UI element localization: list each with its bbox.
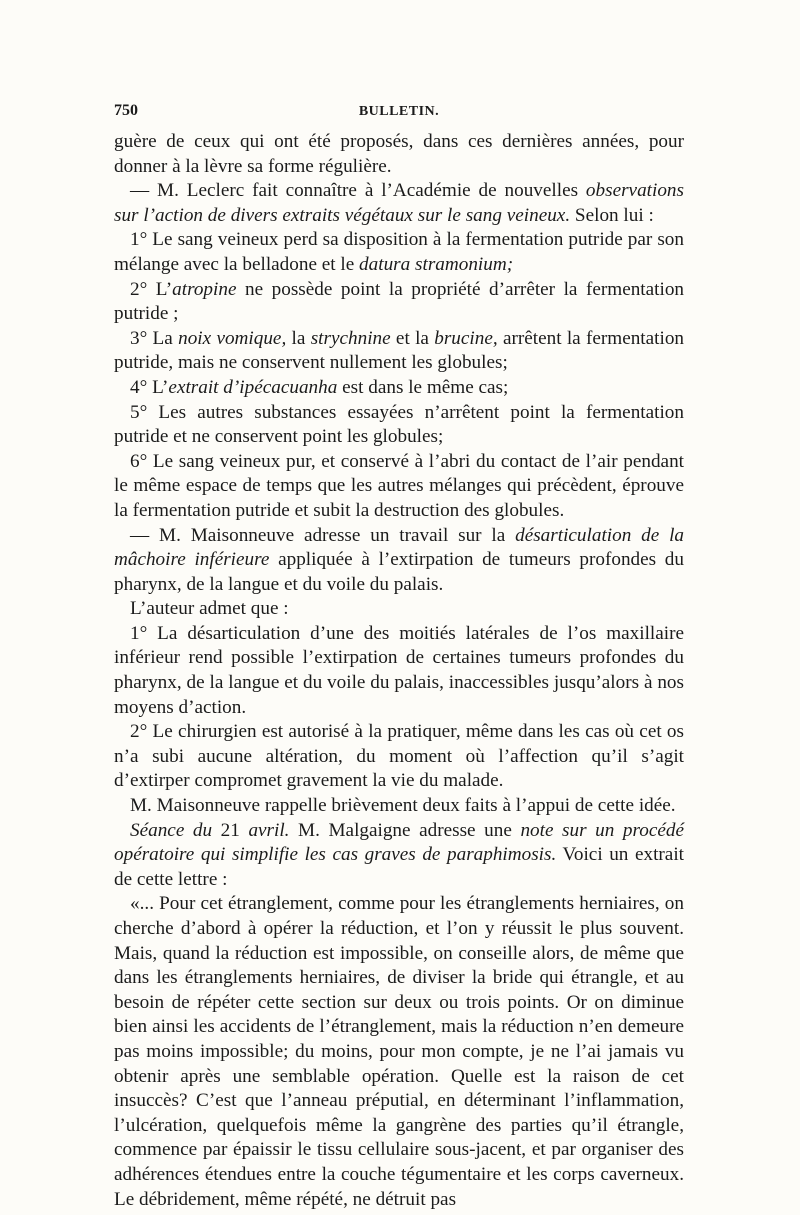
running-title: BULLETIN. — [358, 104, 440, 119]
text-run: 2° Le chirurgien est autorisé à la pratiquer, même dans les cas où cet os n’a subi aucune altération, du moment où l’affection qu’il s’agit d’extirper compromet gravement la vie du malade. — [114, 721, 684, 792]
italic-text: datura stramonium; — [359, 253, 514, 275]
paragraph — [114, 720, 684, 794]
text-run: 3° La — [130, 327, 179, 349]
text-run: est dans le même cas; — [337, 376, 509, 398]
paragraph — [114, 524, 684, 598]
text-run: — M. Maisonneuve adresse un travail sur la — [130, 524, 516, 546]
paragraph — [114, 376, 684, 401]
italic-text: extrait d’ipécacuanha — [168, 376, 338, 398]
body-text — [114, 130, 684, 1212]
text-run: 4° L’ — [130, 376, 169, 398]
italic-text: noix vomique, — [178, 327, 287, 349]
paragraph — [114, 179, 684, 228]
text-run: M. Malgaigne adresse une — [289, 819, 521, 841]
paragraph — [114, 450, 684, 524]
paragraph — [114, 892, 684, 1212]
text-run: 6° Le sang veineux pur, et conservé à l’abri du contact de l’air pendant le même espace de temps que les autres mélanges qui précèdent, éprouve la fermentation putride et subit la destruction des globules. — [114, 450, 684, 521]
text-run: «... Pour cet étranglement, comme pour les étranglements herniaires, on cherche d’abord à opérer la réduction, et l’on y réussit le plus souvent. Mais, quand la réduction est impossible, on conseille alors, de même que dans les étranglements herniaires, de diviser la bride qui étrangle, et au besoin de répéter cette section sur deux ou trois points. Or on diminue bien ainsi les accidents de l’étranglement, mais la réduction n’en demeure pas moins impossible; du moins, pour mon compte, je ne l’ai jamais vu obtenir après une semblable opération. Quelle est la raison de cet insuccès? C’est que l’anneau préputial, en déterminant l’inflammation, l’ulcération, quelquefois même la gangrène des parties qu’il étrangle, commence par épaissir le tissu cellulaire sous-jacent, et par organiser des adhérences étendues entre la couche tégumentaire et les corps caverneux. Le débridement, même répété, ne détruit pas — [114, 893, 684, 1210]
text-run: et la — [390, 327, 435, 349]
italic-text: avril. — [248, 819, 290, 841]
italic-text: note sur un procédé opératoire qui simplifie les cas graves de paraphimosis. — [114, 819, 684, 866]
text-run: Voici un extrait de cette lettre : — [114, 844, 684, 890]
paragraph — [114, 327, 684, 376]
text-run: L’auteur admet que : — [130, 598, 289, 620]
text-run: — M. Leclerc fait connaître à l’Académie de nouvelles — [130, 180, 586, 202]
text-run: la — [286, 327, 311, 349]
italic-text: observations sur l’action de divers extraits végétaux sur le sang veineux. — [114, 180, 684, 226]
paragraph — [114, 130, 684, 179]
text-run: guère de ceux qui ont été proposés, dans ces dernières années, pour donner à la lèvre sa forme régulière. — [114, 131, 684, 177]
paragraph — [114, 597, 684, 622]
text-run: 1° Le sang veineux perd sa disposition à la fermentation putride par son mélange avec la belladone et le — [114, 229, 684, 275]
page-number: 750 — [114, 102, 138, 119]
italic-text: strychnine — [310, 327, 391, 349]
paragraph — [114, 819, 684, 893]
text-run: 21 — [212, 819, 249, 841]
text-run: 2° L’ — [130, 278, 173, 300]
text-run: 5° Les autres substances essayées n’arrêtent point la fermentation putride et ne conservent point les globules; — [114, 401, 684, 448]
paragraph — [114, 278, 684, 327]
paragraph — [114, 401, 684, 450]
book-page — [114, 96, 685, 1210]
text-run: M. Maisonneuve rappelle brièvement deux faits à l’appui de cette idée. — [130, 795, 676, 817]
text-run: 1° La désarticulation d’une des moitiés latérales de l’os maxillaire inférieur rend possible l’extirpation de certaines tumeurs profondes du pharynx, de la langue et du voile du palais, inaccessibles jusqu’alors à nos moyens d’action. — [114, 622, 684, 718]
text-run: Selon lui : — [570, 204, 654, 226]
italic-text: Séance du — [130, 819, 213, 841]
paragraph — [114, 228, 684, 277]
paragraph — [114, 622, 684, 720]
italic-text: désarticulation de la mâchoire inférieure — [114, 524, 685, 571]
paragraph — [114, 794, 684, 819]
italic-text: brucine, — [434, 327, 498, 349]
italic-text: atropine — [172, 278, 237, 300]
text-run: ne possède point la propriété d’arrêter la fermentation putride ; — [114, 278, 685, 325]
running-head — [114, 96, 684, 130]
text-run: appliquée à l’extirpation de tumeurs profondes du pharynx, de la langue et du voile du palais. — [114, 549, 684, 595]
text-run: arrêtent la fermentation putride, mais ne conservent nullement les globules; — [114, 327, 685, 374]
